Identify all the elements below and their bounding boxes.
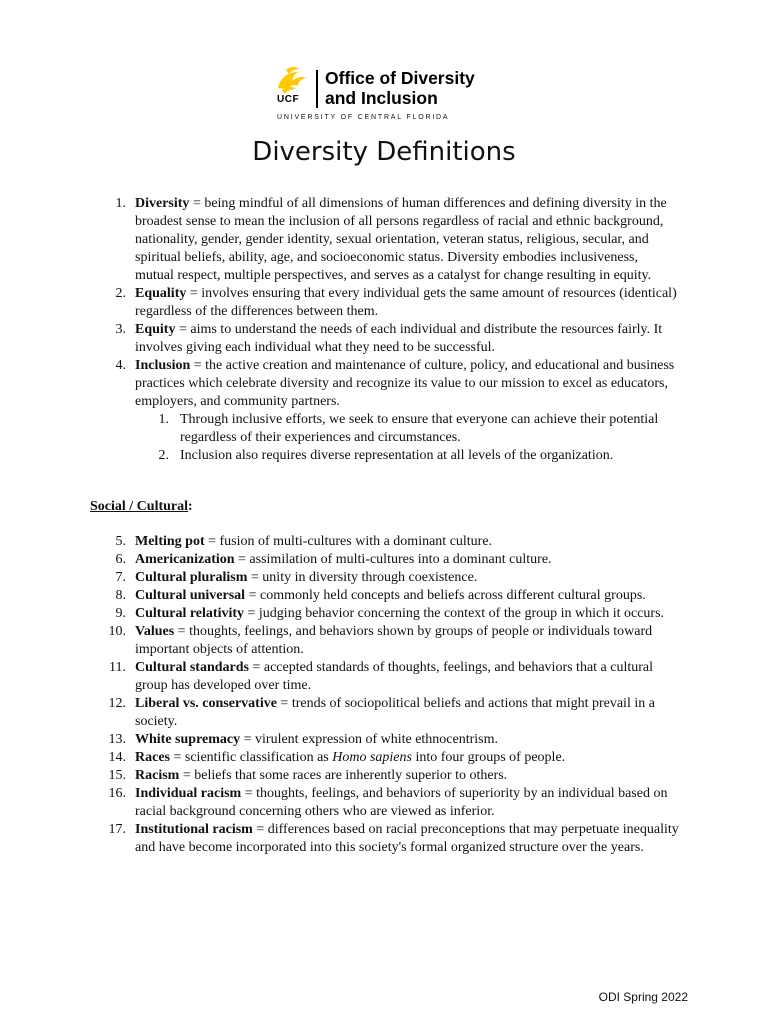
definition-term: Melting pot — [135, 534, 205, 549]
item-number: 11. — [109, 660, 126, 675]
item-number: 3. — [115, 322, 126, 337]
definition-item — [0, 731, 768, 749]
definition-item — [0, 749, 768, 767]
definition-text: Equity = aims to understand the needs of each individual and distribute the resources fairly. It involves giving each individual what they need to be successful. — [135, 322, 663, 355]
definition-term: Cultural pluralism — [135, 570, 248, 585]
item-number: 2. — [115, 286, 126, 301]
definition-term: Individual racism — [135, 786, 242, 801]
definition-item — [0, 321, 768, 357]
logo-divider — [316, 70, 318, 108]
page-title: Diversity Definitions — [252, 137, 516, 167]
definition-term: Inclusion — [135, 358, 191, 373]
item-number: 6. — [115, 552, 126, 567]
definition-text: Diversity = being mindful of all dimensions of human differences and defining diversity in the broadest sense to mean the inclusion of all persons regardless of racial and ethnic background, nationality, gender, gender identity, sexual orientation, veteran status, religious, secular, and spiritual beliefs, ability, age, and socioeconomic status. Diversity embodies inclusiveness, mutual respect, multiple perspectives, and serves as a catalyst for change resulting in equity. — [135, 196, 667, 283]
item-number: 9. — [115, 606, 126, 621]
university-name: UNIVERSITY OF CENTRAL FLORIDA — [277, 114, 450, 121]
definition-term: Cultural standards — [135, 660, 249, 675]
definition-item — [0, 605, 768, 623]
definition-term: Equity — [135, 322, 176, 337]
definition-item — [0, 785, 768, 821]
item-number: 4. — [115, 358, 126, 373]
item-number: 7. — [115, 570, 126, 585]
item-number: 14. — [108, 750, 126, 765]
definition-term: Cultural universal — [135, 588, 246, 603]
sub-item-number: 2. — [158, 448, 169, 463]
definition-term: Diversity — [135, 196, 190, 211]
definition-item — [0, 569, 768, 587]
item-number: 5. — [115, 534, 126, 549]
definition-item — [0, 285, 768, 321]
definition-text: Equality = involves ensuring that every individual gets the same amount of resources (identical) regardless of the differences between them. — [135, 286, 677, 319]
section-heading: Social / Cultural: — [90, 499, 193, 514]
definition-item — [0, 533, 768, 551]
definition-text: Melting pot = fusion of multi-cultures with a dominant culture. — [135, 534, 493, 549]
inclusion-subitems — [0, 411, 768, 465]
definition-text: Liberal vs. conservative = trends of sociopolitical beliefs and actions that might prevail in a society. — [135, 696, 655, 729]
item-number: 1. — [115, 196, 126, 211]
social-cultural-list — [0, 533, 768, 857]
definition-term: Liberal vs. conservative — [135, 696, 277, 711]
item-number: 10. — [108, 624, 126, 639]
footer-label: ODI Spring 2022 — [598, 990, 688, 1004]
item-number: 12. — [108, 696, 126, 711]
sub-item-number: 1. — [158, 412, 169, 427]
definition-item — [0, 551, 768, 569]
sub-item-text: Through inclusive efforts, we seek to ensure that everyone can achieve their potential regardless of their experiences and circumstances. — [180, 412, 659, 445]
italic-term: Homo sapiens — [332, 750, 412, 765]
definition-term: Equality — [135, 286, 187, 301]
definition-item — [0, 357, 768, 465]
definition-term: Races — [135, 750, 170, 765]
item-number: 15. — [108, 768, 126, 783]
definition-item — [0, 767, 768, 785]
definition-text: White supremacy = virulent expression of white ethnocentrism. — [135, 732, 499, 747]
item-number: 13. — [108, 732, 126, 747]
definition-text: Individual racism = thoughts, feelings, and behaviors of superiority by an individual based on racial background concerning others who are viewed as inferior. — [135, 786, 668, 819]
sub-item — [0, 411, 768, 447]
office-name-line1: Office of Diversity — [325, 68, 475, 88]
definition-item — [0, 659, 768, 695]
definition-text: Races = scientific classification as Homo sapiens into four groups of people. — [135, 750, 566, 765]
definition-term: Cultural relativity — [135, 606, 245, 621]
definition-term: Institutional racism — [135, 822, 253, 837]
definition-text: Cultural pluralism = unity in diversity through coexistence. — [135, 570, 478, 585]
sub-item-text: Inclusion also requires diverse representation at all levels of the organization. — [180, 448, 614, 463]
odi-logo — [272, 64, 502, 128]
definition-term: Values — [135, 624, 175, 639]
definition-text: Cultural universal = commonly held concepts and beliefs across different cultural groups. — [135, 588, 646, 603]
definition-item — [0, 821, 768, 857]
definition-item — [0, 695, 768, 731]
sub-item — [0, 447, 768, 465]
definition-item — [0, 587, 768, 605]
definitions-list — [0, 195, 768, 465]
definition-text: Cultural standards = accepted standards of thoughts, feelings, and behaviors that a cultural group has developed over time. — [135, 660, 654, 693]
definition-text: Institutional racism = differences based on racial preconceptions that may perpetuate inequality and have become incorporated into this society's formal organized structure over the years. — [135, 822, 679, 855]
definition-item — [0, 195, 768, 285]
ucf-wordmark: UCF — [277, 94, 300, 105]
definition-text: Values = thoughts, feelings, and behaviors shown by groups of people or individuals toward important objects of attention. — [135, 624, 653, 657]
definition-term: White supremacy — [135, 732, 241, 747]
item-number: 16. — [108, 786, 126, 801]
item-number: 17. — [108, 822, 126, 837]
office-name — [325, 68, 475, 108]
office-name-line2: and Inclusion — [325, 88, 438, 108]
item-number: 8. — [115, 588, 126, 603]
definition-term: Americanization — [135, 552, 235, 567]
definition-text: Inclusion = the active creation and maintenance of culture, policy, and educational and business practices which celebrate diversity and recognize its value to our mission to excel as educators, employers, and community partners. — [135, 358, 675, 409]
definition-term: Racism — [135, 768, 180, 783]
definition-text: Racism = beliefs that some races are inherently superior to others. — [135, 768, 508, 783]
definition-text: Americanization = assimilation of multi-cultures into a dominant culture. — [135, 552, 552, 567]
definition-item — [0, 623, 768, 659]
definition-text: Cultural relativity = judging behavior concerning the context of the group in which it occurs. — [135, 606, 665, 621]
